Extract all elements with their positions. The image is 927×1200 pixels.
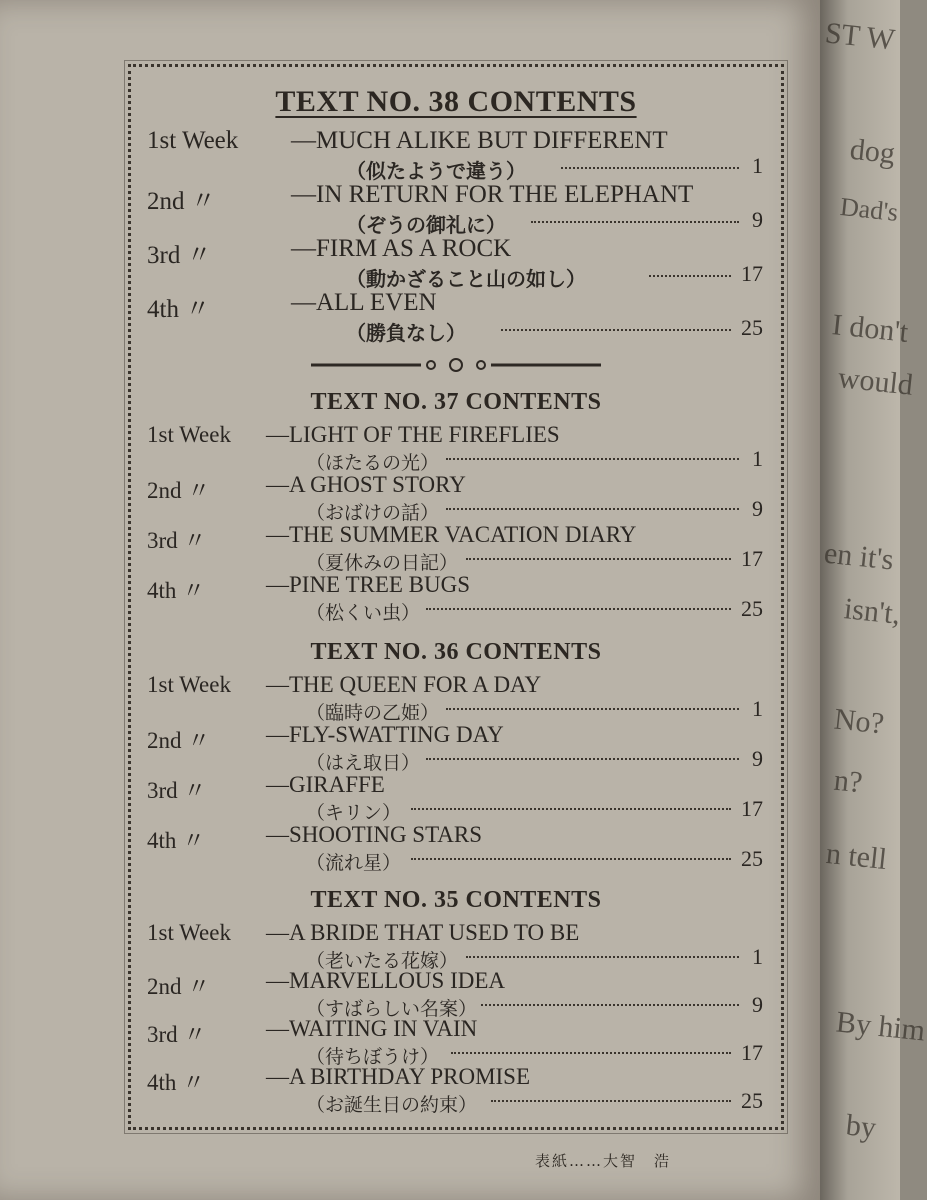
leader-dots — [466, 956, 739, 958]
entry-japanese: （流れ星） — [306, 852, 402, 874]
contents-entry — [131, 522, 781, 572]
entry-week: 3rd 〃 — [147, 242, 212, 269]
entry-title: —ALL EVEN — [291, 289, 437, 316]
ornament-divider — [311, 357, 601, 373]
section-title: TEXT NO. 37 CONTENTS — [310, 389, 602, 415]
leader-dots — [501, 329, 731, 331]
entry-week: 4th 〃 — [147, 828, 206, 853]
contents-entry — [131, 572, 781, 622]
contents-entry — [131, 472, 781, 522]
contents-entry — [131, 235, 781, 289]
fragment-text: Dad's — [838, 192, 900, 227]
contents-section-35 — [131, 887, 781, 1116]
leader-dots — [426, 758, 739, 760]
contents-entry — [131, 968, 781, 1020]
entry-title: —THE QUEEN FOR A DAY — [266, 672, 542, 697]
entry-week: 4th 〃 — [147, 1070, 206, 1095]
fragment-text: would — [836, 361, 915, 402]
contents-entry — [131, 822, 781, 872]
fragment-text: n? — [832, 763, 865, 800]
entry-week: 2nd 〃 — [147, 478, 211, 503]
entry-japanese: （待ちぼうけ） — [306, 1046, 440, 1068]
contents-entry — [131, 1016, 781, 1068]
entry-title: —IN RETURN FOR THE ELEPHANT — [291, 181, 694, 208]
entry-japanese: （おばけの話） — [306, 502, 440, 524]
contents-entry — [131, 289, 781, 343]
fragment-text: By him — [834, 1005, 927, 1048]
entry-title: —PINE TREE BUGS — [266, 572, 471, 597]
entry-week: 3rd 〃 — [147, 528, 207, 553]
entry-week: 2nd 〃 — [147, 188, 216, 215]
entry-week: 2nd 〃 — [147, 728, 211, 753]
leader-dots — [411, 858, 731, 860]
leader-dots — [481, 1004, 739, 1006]
entry-title: —MARVELLOUS IDEA — [266, 968, 506, 993]
fragment-text: by — [844, 1108, 878, 1145]
entry-japanese: （夏休みの日記） — [306, 552, 459, 574]
entry-japanese: （動かざること山の如し） — [346, 267, 586, 291]
fragment-text: No? — [832, 702, 886, 741]
section-title: TEXT NO. 36 CONTENTS — [310, 639, 602, 665]
entry-page: 9 — [752, 207, 763, 232]
entry-week: 1st Week — [147, 920, 231, 945]
entry-japanese: （臨時の乙姫） — [306, 702, 440, 724]
contents-entry — [131, 772, 781, 822]
entry-japanese: （ぞうの御礼に） — [346, 213, 506, 237]
entry-week: 3rd 〃 — [147, 778, 207, 803]
leader-dots — [491, 1100, 731, 1102]
contents-section-38 — [131, 85, 781, 343]
leader-dots — [531, 221, 739, 223]
entry-page: 25 — [741, 596, 763, 621]
entry-title: —A BIRTHDAY PROMISE — [266, 1064, 531, 1089]
adjacent-page — [820, 0, 927, 1200]
entry-week: 2nd 〃 — [147, 974, 211, 999]
leader-dots — [451, 1052, 731, 1054]
entry-page: 1 — [752, 696, 763, 721]
entry-page: 9 — [752, 992, 763, 1017]
entry-title: —FIRM AS A ROCK — [291, 235, 512, 262]
entry-page: 1 — [752, 446, 763, 471]
contents-entry — [131, 1064, 781, 1116]
entry-japanese: （松くい虫） — [306, 602, 421, 624]
contents-entry — [131, 672, 781, 722]
entry-page: 25 — [741, 1088, 763, 1113]
entry-japanese: （すばらしい名案） — [306, 998, 478, 1020]
cover-credit: 表紙……大智 浩 — [535, 1152, 672, 1170]
entry-title: —A BRIDE THAT USED TO BE — [266, 920, 580, 945]
contents-entry — [131, 181, 781, 235]
entry-japanese: （勝負なし） — [346, 321, 466, 345]
entry-week: 4th 〃 — [147, 296, 211, 323]
contents-section-36 — [131, 639, 781, 872]
fragment-text: dog — [848, 132, 897, 171]
entry-japanese: （老いたる花嫁） — [306, 950, 459, 972]
entry-japanese: （キリン） — [306, 802, 402, 824]
entry-page: 1 — [752, 153, 763, 178]
leader-dots — [446, 508, 739, 510]
section-title: TEXT NO. 38 CONTENTS — [275, 85, 637, 118]
entry-week: 1st Week — [147, 127, 239, 154]
entry-japanese: （はえ取日） — [306, 752, 421, 774]
entry-title: —MUCH ALIKE BUT DIFFERENT — [291, 127, 668, 154]
entry-japanese: （お誕生日の約束） — [306, 1094, 478, 1116]
entry-page: 25 — [741, 315, 763, 340]
entry-title: —GIRAFFE — [266, 772, 385, 797]
entry-title: —THE SUMMER VACATION DIARY — [266, 522, 637, 547]
entry-week: 1st Week — [147, 422, 231, 447]
entry-week: 1st Week — [147, 672, 231, 697]
entry-week: 3rd 〃 — [147, 1022, 207, 1047]
section-title: TEXT NO. 35 CONTENTS — [310, 887, 602, 913]
entry-title: —FLY-SWATTING DAY — [266, 722, 504, 747]
entry-title: —A GHOST STORY — [266, 472, 466, 497]
contents-entry — [131, 127, 781, 181]
entry-japanese: （似たようで違う） — [346, 159, 526, 183]
leader-dots — [411, 808, 731, 810]
entry-page: 17 — [741, 796, 763, 821]
entry-page: 17 — [741, 1040, 763, 1065]
leader-dots — [649, 275, 731, 277]
entry-title: —SHOOTING STARS — [266, 822, 483, 847]
contents-entry — [131, 422, 781, 472]
leader-dots — [466, 558, 731, 560]
contents-frame — [128, 64, 784, 1130]
entry-page: 1 — [752, 944, 763, 969]
contents-entry — [131, 920, 781, 972]
fragment-text: en it's — [822, 536, 896, 577]
entry-page: 9 — [752, 496, 763, 521]
fragment-text: isn't, — [842, 592, 902, 631]
entry-page: 9 — [752, 746, 763, 771]
leader-dots — [426, 608, 731, 610]
entry-title: —WAITING IN VAIN — [266, 1016, 478, 1041]
leader-dots — [561, 167, 739, 169]
entry-week: 4th 〃 — [147, 578, 206, 603]
leader-dots — [446, 708, 739, 710]
entry-page: 17 — [741, 261, 763, 286]
fragment-text: ST W — [823, 16, 897, 57]
entry-title: —LIGHT OF THE FIREFLIES — [266, 422, 560, 447]
entry-japanese: （ほたるの光） — [306, 452, 440, 474]
contents-entry — [131, 722, 781, 772]
fragment-text: n tell — [824, 836, 889, 877]
entry-page: 17 — [741, 546, 763, 571]
contents-section-37 — [131, 389, 781, 622]
leader-dots — [446, 458, 739, 460]
fragment-text: I don't — [830, 308, 910, 349]
entry-page: 25 — [741, 846, 763, 871]
